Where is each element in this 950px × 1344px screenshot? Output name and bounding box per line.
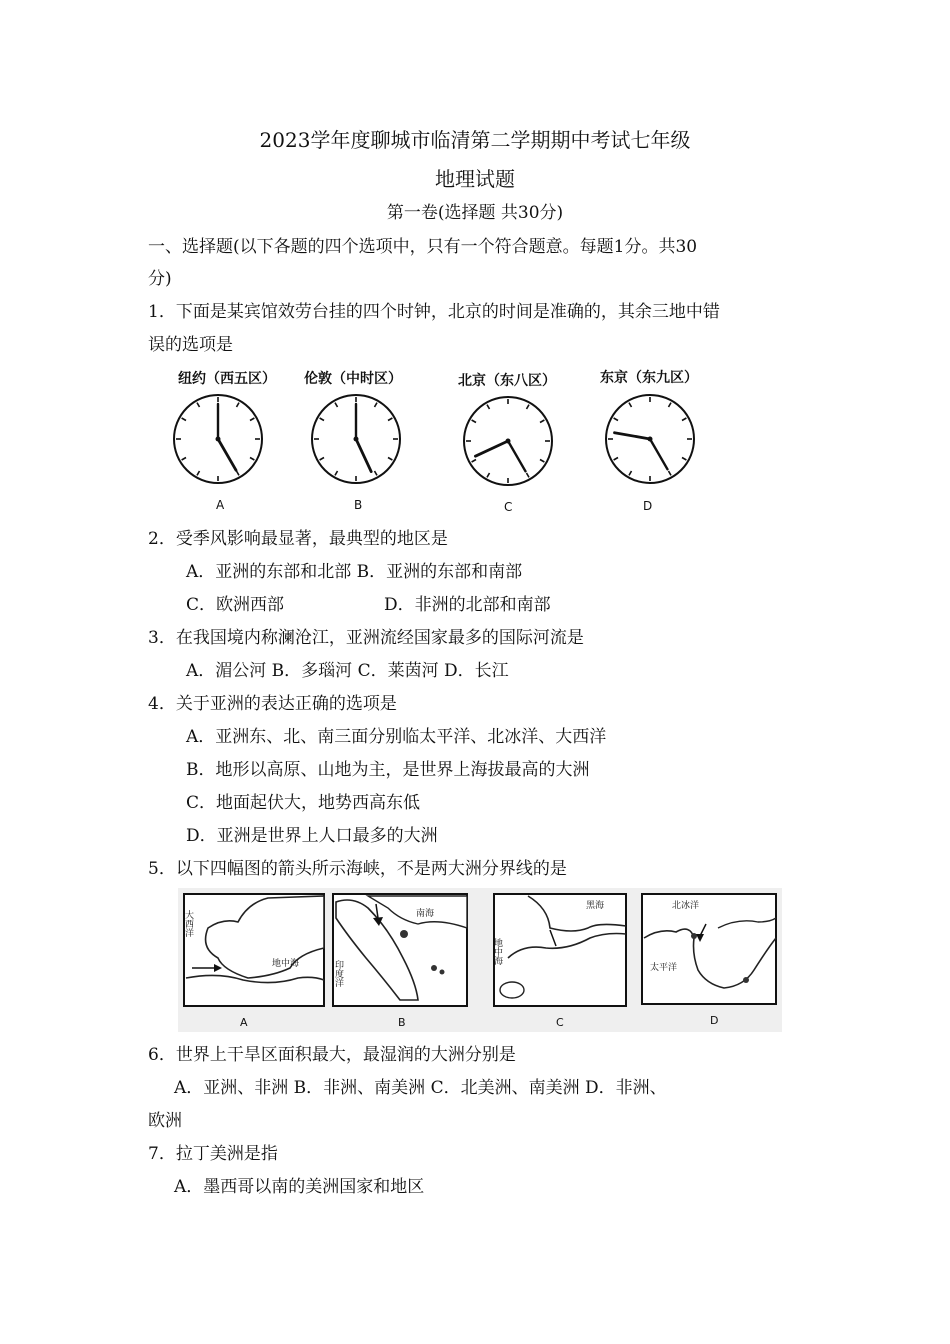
clock-center [506,439,511,444]
question-4-option-c: C．地面起伏大，地势西高东低 [186,793,421,813]
map-d-label-pacific: 太平洋 [650,963,678,973]
question-2-options-ab: A．亚洲的东部和北部 B．亚洲的东部和南部 [186,562,523,582]
question-2-option-d: D．非洲的北部和南部 [384,595,551,615]
map-d-label-arctic: 北冰洋 [672,901,700,911]
question-4-option-d: D．亚洲是世界上人口最多的大洲 [186,826,438,846]
section-heading: 第一卷(选择题 共30分) [386,203,564,223]
clock-letter-b: B [354,498,363,512]
clock-a [168,392,268,488]
map-c-label-med: 地中海 [492,938,502,965]
map-b-label-indian: 印度洋 [333,960,343,987]
clock-b [306,392,406,488]
clock-label-tokyo: 东京（东九区） [600,370,698,386]
question-4-option-b: B．地形以高原、山地为主，是世界上海拔最高的大洲 [186,760,590,780]
map-c-letter: C [556,1016,564,1029]
clock-letter-d: D [643,499,653,513]
question-2-option-c: C．欧洲西部 [186,595,285,615]
clock-center [648,437,653,442]
clock-letter-a: A [216,498,225,512]
clock-label-newyork: 纽约（西五区） [178,371,276,387]
exam-subtitle: 地理试题 [435,167,515,191]
map-b-letter: B [398,1016,406,1029]
map-b-label-southsea: 南海 [416,909,435,919]
clock-label-beijing: 北京（东八区） [458,373,556,389]
exam-title: 2023学年度聊城市临清第二学期期中考试七年级 [259,128,691,152]
clock-center [354,437,359,442]
instructions-line-1: 一、选择题(以下各题的四个选项中，只有一个符合题意。每题1分。共30 [148,237,698,257]
question-3-options: A．湄公河 B．多瑙河 C．莱茵河 D．长江 [186,661,509,681]
question-6-text: 6．世界上干旱区面积最大，最湿润的大洲分别是 [148,1045,516,1065]
clock-c [458,394,558,490]
question-4-option-a: A．亚洲东、北、南三面分别临太平洋、北冰洋、大西洋 [186,727,607,747]
question-4-text: 4．关于亚洲的表达正确的选项是 [148,694,397,714]
question-1-text-cont: 误的选项是 [148,335,233,355]
question-7-option-a: A．墨西哥以南的美洲国家和地区 [174,1177,425,1197]
question-3-text: 3．在我国境内称澜沧江，亚洲流经国家最多的国际河流是 [148,628,584,648]
clock-label-london: 伦敦（中时区） [304,371,402,387]
map-a-label-med: 地中海 [272,959,300,969]
clock-center [216,437,221,442]
instructions-line-2: 分) [148,269,172,289]
map-a-label-atlantic: 大西洋 [183,910,193,937]
clock-d [600,392,700,488]
question-1-text: 1．下面是某宾馆效劳台挂的四个时钟，北京的时间是准确的，其余三地中错 [148,302,720,322]
map-c-label-blacksea: 黑海 [586,901,605,911]
map-a-letter: A [240,1016,248,1029]
map-d-letter: D [710,1014,719,1027]
strait-maps-figure [178,888,782,1032]
question-6-options-cont: 欧洲 [148,1111,182,1131]
clock-letter-c: C [504,500,513,514]
question-5-text: 5．以下四幅图的箭头所示海峡，不是两大洲分界线的是 [148,859,567,879]
question-7-text: 7．拉丁美洲是指 [148,1144,278,1164]
question-2-text: 2．受季风影响最显著，最典型的地区是 [148,529,448,549]
question-6-options: A．亚洲、非洲 B．非洲、南美洲 C．北美洲、南美洲 D．非洲、 [174,1078,667,1098]
